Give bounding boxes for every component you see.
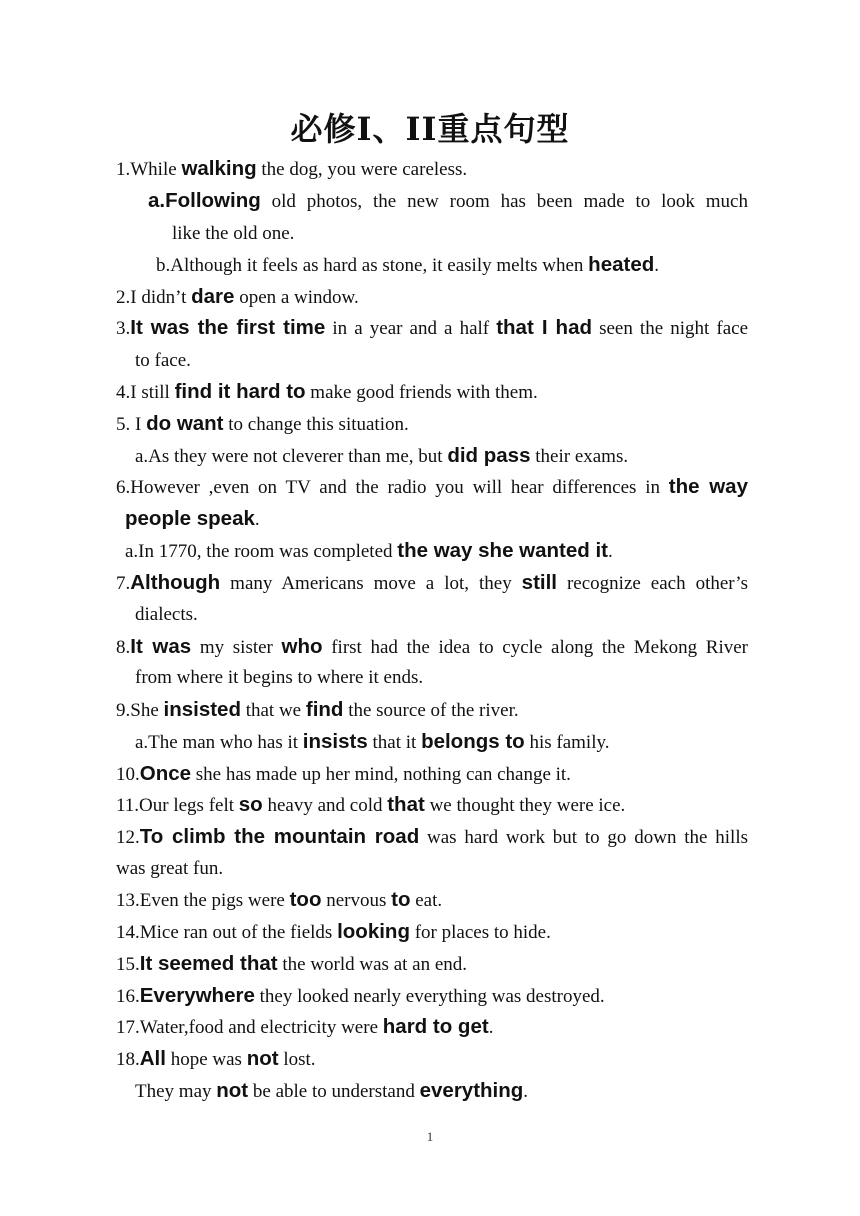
sentence-text: open a window. (234, 287, 359, 308)
sentence-line (116, 153, 748, 185)
sentence-line (116, 948, 748, 980)
sentence-line (125, 535, 748, 567)
sentence-text: seen the night face (592, 318, 749, 339)
sentence-text: 11.Our legs felt (116, 795, 239, 816)
sentence-text: . (608, 541, 613, 562)
sentence-text: like the old one. (172, 223, 295, 244)
sentence-text: They may (135, 1081, 217, 1102)
sentence-text: 2.I didn’t (116, 287, 192, 308)
sentence-line (116, 408, 748, 440)
sentence-line (148, 185, 748, 217)
key-phrase: still (521, 571, 557, 594)
sentence-line (125, 503, 748, 535)
key-phrase: Everywhere (139, 984, 255, 1007)
sentence-line (135, 1075, 748, 1107)
sentence-text: 4.I still (116, 382, 175, 403)
sentence-text: 14.Mice ran out of the fields (116, 922, 338, 943)
sentence-text: . (254, 509, 260, 530)
sentence-text: to change this situation. (223, 414, 409, 435)
key-phrase: looking (337, 920, 410, 943)
sentence-line (116, 884, 748, 916)
key-phrase: that I had (496, 316, 592, 339)
key-phrase: people speak (125, 507, 255, 530)
sentence-text: in a year and a half (325, 318, 497, 339)
sentence-text: . (654, 255, 659, 276)
sentence-text: eat. (410, 890, 443, 911)
key-phrase: a.Following (148, 189, 261, 212)
key-phrase: that (387, 793, 425, 816)
sentence-line (116, 853, 748, 885)
sentence-text: that we (240, 700, 306, 721)
key-phrase: insists (302, 730, 368, 753)
sentence-text: 13.Even the pigs were (116, 890, 290, 911)
sentence-text: dialects. (135, 604, 198, 625)
key-phrase: All (139, 1047, 166, 1070)
sentence-text: 9.She (116, 700, 164, 721)
key-phrase: who (281, 635, 323, 658)
sentence-text: was hard work but to go down the hills (419, 827, 749, 848)
sentence-text: old photos, the new room has been made to look much (260, 191, 748, 212)
sentence-text: 17.Water,food and electricity were (116, 1017, 383, 1038)
sentence-text: 8. (116, 637, 131, 658)
sentence-text: the source of the river. (343, 700, 519, 721)
sentence-line (116, 980, 748, 1012)
sentence-line (116, 1043, 748, 1075)
sentence-text: recognize each other’s (557, 573, 748, 594)
page-number: 1 (426, 1129, 434, 1144)
key-phrase: hard to get (382, 1015, 489, 1038)
sentence-text: from where it begins to where it ends. (135, 667, 424, 688)
sentence-text: his family. (524, 732, 610, 753)
sentence-text: a.As they were not cleverer than me, but (135, 446, 448, 467)
sentence-text: 7. (116, 573, 131, 594)
sentence-line (116, 758, 748, 790)
sentence-line (156, 249, 748, 281)
sentence-line (116, 312, 748, 344)
sentence-text: heavy and cold (262, 795, 388, 816)
key-phrase: find (305, 698, 344, 721)
sentence-text: the world was at an end. (277, 954, 468, 975)
key-phrase: the way (668, 475, 748, 498)
sentence-text: 15. (116, 954, 140, 975)
key-phrase: walking (181, 157, 257, 180)
sentence-line (116, 281, 748, 313)
key-phrase: do want (146, 412, 224, 435)
sentence-line (116, 376, 748, 408)
sentence-text: nervous (321, 890, 392, 911)
sentence-line (116, 471, 748, 503)
sentence-line (135, 440, 748, 472)
sentence-line (116, 1011, 748, 1043)
sentence-line (116, 916, 748, 948)
sentence-line (172, 218, 748, 250)
sentence-text: be able to understand (248, 1081, 420, 1102)
sentence-text: to face. (135, 350, 191, 371)
key-phrase: did pass (447, 444, 531, 467)
sentence-text: b.Although it feels as hard as stone, it easily melts when (156, 255, 589, 276)
key-phrase: find it hard to (174, 380, 306, 403)
sentence-line (135, 662, 748, 694)
sentence-text: a.The man who has it (135, 732, 303, 753)
sentence-text: lost. (278, 1049, 316, 1070)
sentence-text: 16. (116, 986, 140, 1007)
sentence-text: we thought they were ice. (424, 795, 626, 816)
sentence-line (135, 345, 748, 377)
key-phrase: heated (588, 253, 655, 276)
key-phrase: dare (191, 285, 235, 308)
page-title: 必修I、II重点句型 (290, 110, 570, 148)
key-phrase: It seemed that (139, 952, 278, 975)
sentence-text: a.In 1770, the room was completed (125, 541, 398, 562)
sentence-text: my sister (191, 637, 282, 658)
key-phrase: too (289, 888, 322, 911)
sentence-text: 12. (116, 827, 140, 848)
sentence-text: that it (367, 732, 422, 753)
key-phrase: to (391, 888, 411, 911)
key-phrase: not (216, 1079, 249, 1102)
key-phrase: Although (130, 571, 221, 594)
key-phrase: To climb the mountain road (139, 825, 420, 848)
sentence-text: the dog, you were careless. (256, 159, 468, 180)
key-phrase: It was the first time (130, 316, 326, 339)
sentence-line (135, 599, 748, 631)
sentence-text: 6.However ,even on TV and the radio you will hear differences in (116, 477, 669, 498)
key-phrase: insisted (163, 698, 241, 721)
sentence-text: 3. (116, 318, 131, 339)
sentence-text: their exams. (530, 446, 629, 467)
sentence-text: make good friends with them. (305, 382, 538, 403)
sentence-text: 10. (116, 764, 140, 785)
key-phrase: everything (419, 1079, 524, 1102)
sentence-text: first had the idea to cycle along the Mekong River (322, 637, 748, 658)
key-phrase: not (246, 1047, 279, 1070)
sentence-text: 5. I (116, 414, 147, 435)
sentence-text: 1.While (116, 159, 182, 180)
key-phrase: It was (130, 635, 192, 658)
sentence-line (116, 789, 748, 821)
sentence-text: they looked nearly everything was destroyed. (254, 986, 605, 1007)
sentence-text: many Americans move a lot, they (220, 573, 522, 594)
sentence-text: . (523, 1081, 529, 1102)
key-phrase: Once (139, 762, 192, 785)
key-phrase: the way she wanted it (397, 539, 609, 562)
sentence-line (116, 694, 748, 726)
sentence-line (116, 631, 748, 663)
sentence-line (116, 821, 748, 853)
sentence-text: for places to hide. (409, 922, 551, 943)
sentence-line (135, 726, 748, 758)
sentence-text: 18. (116, 1049, 140, 1070)
sentence-text: hope was (165, 1049, 247, 1070)
sentence-text: . (488, 1017, 494, 1038)
key-phrase: so (238, 793, 263, 816)
sentence-line (116, 567, 748, 599)
key-phrase: belongs to (421, 730, 525, 753)
sentence-text: she has made up her mind, nothing can change it. (191, 764, 571, 785)
sentence-text: was great fun. (116, 858, 224, 879)
